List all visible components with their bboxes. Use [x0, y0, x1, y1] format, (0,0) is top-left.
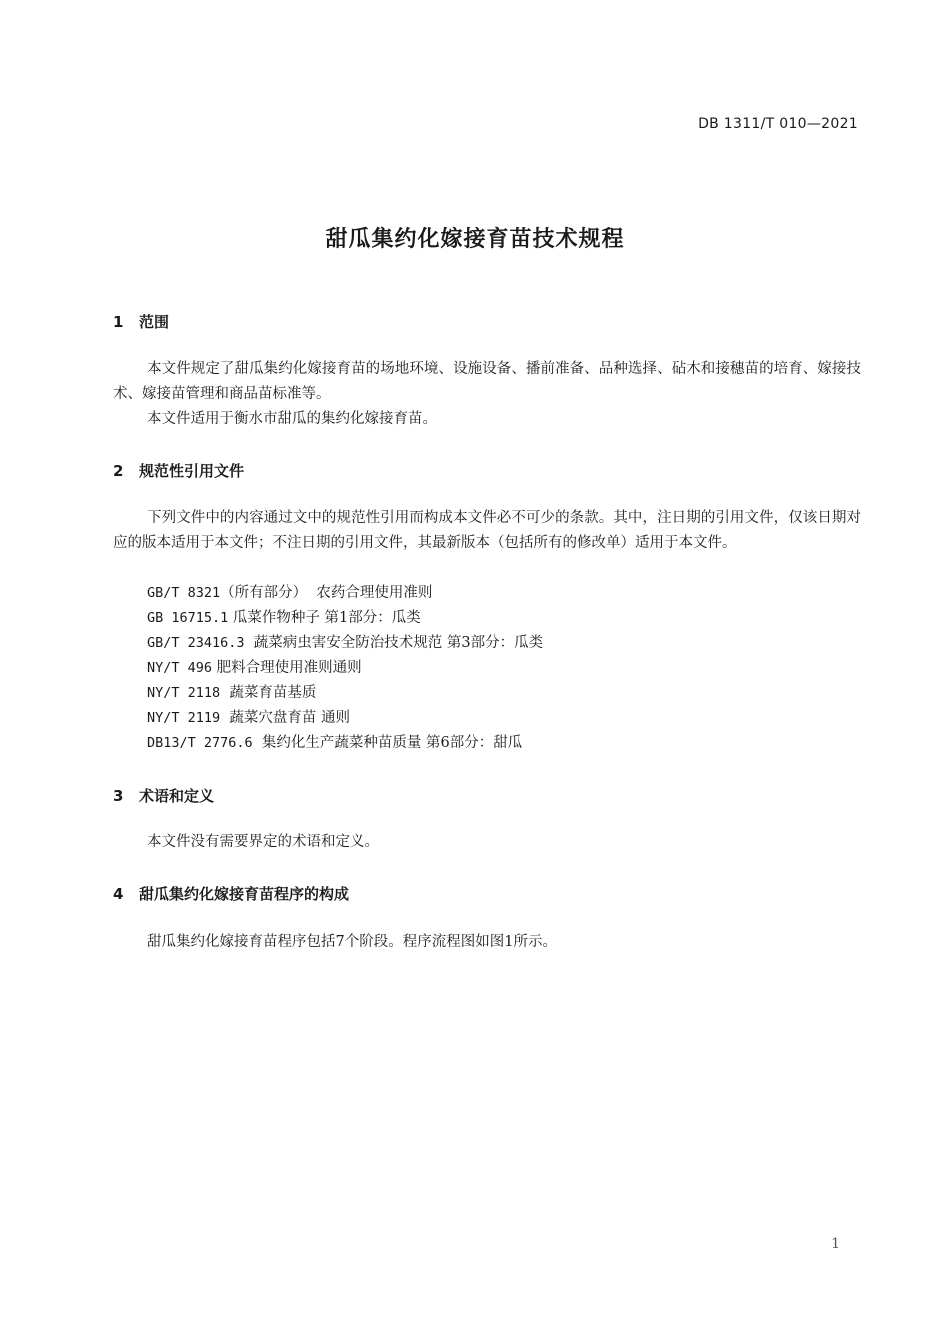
section-title: 规范性引用文件	[139, 462, 245, 480]
section-title: 术语和定义	[139, 787, 215, 805]
section-number: 2	[113, 462, 124, 480]
terms-paragraph: 本文件没有需要界定的术语和定义。	[147, 834, 379, 850]
reference-item: GB/T 8321（所有部分） 农药合理使用准则	[147, 585, 433, 601]
section-1-heading	[113, 311, 169, 332]
procedure-paragraph: 甜瓜集约化嫁接育苗程序包括7个阶段。程序流程图如图1所示。	[147, 934, 557, 950]
reference-item: NY/T 2119 蔬菜穴盘育苗 通则	[147, 710, 350, 726]
section-number: 4	[113, 885, 124, 903]
reference-item: DB13/T 2776.6 集约化生产蔬菜种苗质量 第6部分：甜瓜	[147, 735, 523, 751]
scope-paragraph-1: 本文件规定了甜瓜集约化嫁接育苗的场地环境、设施设备、播前准备、品种选择、砧木和接穗苗的培育、嫁接技术、嫁接苗管理和商品苗标准等。	[113, 361, 861, 402]
document-code: DB 1311/T 010—2021	[698, 116, 858, 132]
reference-item: GB/T 23416.3 蔬菜病虫害安全防治技术规范 第3部分：瓜类	[147, 635, 544, 651]
references-intro-paragraph: 下列文件中的内容通过文中的规范性引用而构成本文件必不可少的条款。其中，注日期的引用文件，仅该日期对应的版本适用于本文件；不注日期的引用文件，其最新版本（包括所有的修改单）适用于本文件。	[113, 510, 861, 551]
reference-item: NY/T 2118 蔬菜育苗基质	[147, 685, 317, 701]
section-4-heading	[113, 883, 349, 904]
section-title: 甜瓜集约化嫁接育苗程序的构成	[139, 885, 350, 903]
scope-paragraph-2: 本文件适用于衡水市甜瓜的集约化嫁接育苗。	[147, 411, 437, 427]
section-number: 3	[113, 787, 124, 805]
section-number: 1	[113, 313, 124, 331]
reference-item: GB 16715.1 瓜菜作物种子 第1部分：瓜类	[147, 610, 421, 626]
section-2-heading	[113, 460, 244, 481]
section-3-heading	[113, 785, 214, 806]
page-number: 1	[831, 1236, 840, 1252]
reference-item: NY/T 496 肥料合理使用准则通则	[147, 660, 362, 676]
section-title: 范围	[139, 313, 170, 331]
page-title: 甜瓜集约化嫁接育苗技术规程	[325, 227, 625, 252]
